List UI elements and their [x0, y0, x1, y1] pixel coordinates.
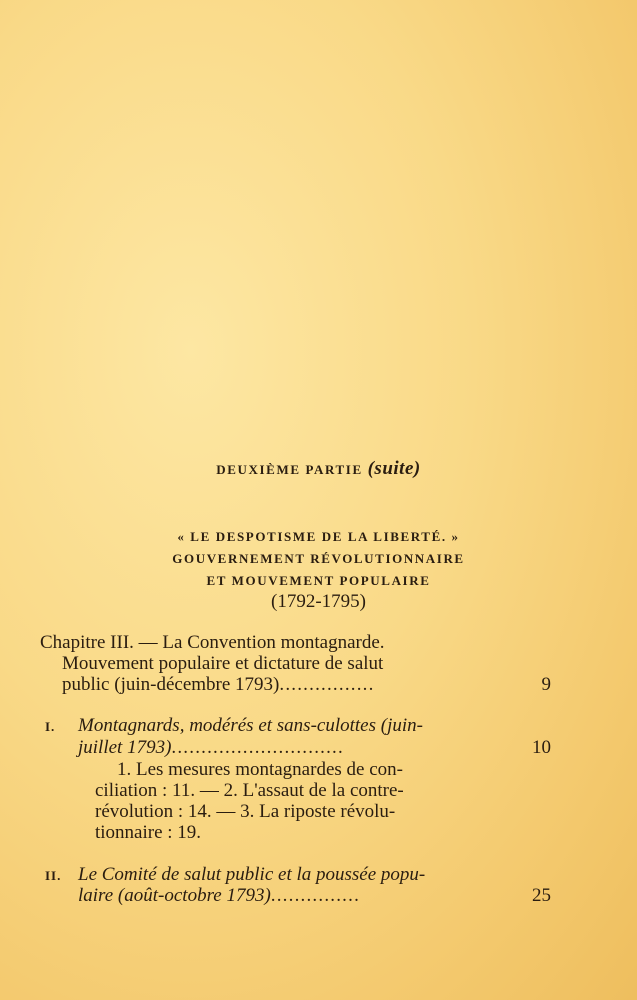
date-range: (1792-1795): [271, 591, 366, 612]
chapter-page-number: 9: [541, 674, 551, 695]
section-numeral-2: II.: [45, 868, 62, 883]
section-1-subentry-line-4: tionnaire : 19.: [95, 822, 202, 843]
subtitle-line-2: GOUVERNEMENT RÉVOLUTIONNAIRE: [172, 551, 465, 566]
leader-dots: ................: [279, 674, 375, 695]
section-1-subentry-line-3: révolution : 14. — 3. La riposte révolu-: [95, 801, 396, 822]
part-suite: (suite): [367, 458, 421, 479]
section-1-title-line-1: Montagnards, modérés et sans-culottes (juin-: [78, 715, 423, 736]
part-title: [0, 458, 637, 480]
section-2-title-line-1: Le Comité de salut public et la poussée popu-: [78, 864, 426, 885]
section-2-title-line-2: [78, 885, 360, 906]
chapter-title-line-3: [62, 674, 375, 695]
section-1-page-number: 10: [532, 737, 551, 758]
section-1-title-line-2: [78, 737, 344, 758]
chapter-title-line-2: Mouvement populaire et dictature de salut: [62, 653, 384, 674]
leader-dots: ...............: [270, 885, 361, 906]
section-2-title-text: laire (août-octobre 1793): [78, 885, 271, 906]
section-numeral-1: I.: [45, 719, 56, 734]
section-1-subentry-line-1: 1. Les mesures montagnardes de con-: [117, 759, 403, 780]
leader-dots: .............................: [171, 737, 344, 758]
subtitle-line-3: ET MOUVEMENT POPULAIRE: [206, 573, 431, 588]
section-1-subentry-line-2: ciliation : 11. — 2. L'assaut de la contre-: [95, 780, 404, 801]
chapter-title-line-1: Chapitre III. — La Convention montagnarde.: [40, 632, 385, 653]
section-2-page-number: 25: [532, 885, 551, 906]
subtitle-line-1: « LE DESPOTISME DE LA LIBERTÉ. »: [177, 529, 460, 544]
chapter-title-text: public (juin-décembre 1793): [62, 674, 280, 695]
part-label: DEUXIÈME PARTIE: [216, 462, 363, 477]
section-1-title-text: juillet 1793): [78, 737, 172, 758]
